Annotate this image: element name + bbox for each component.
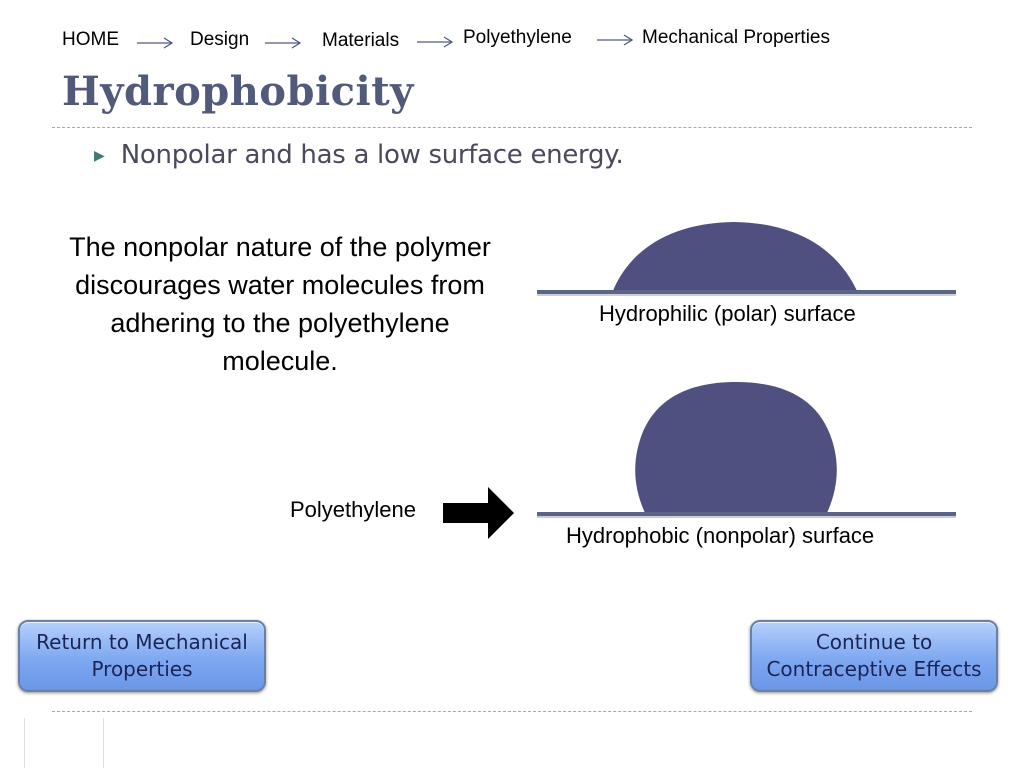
hydrophobic-droplet	[635, 382, 837, 515]
hydrophilic-caption: Hydrophilic (polar) surface	[599, 301, 856, 326]
return-to-mechanical-properties-button[interactable]: Return to Mechanical Properties	[18, 620, 266, 692]
arrow-right-icon	[596, 33, 634, 47]
arrow-right-icon	[440, 485, 516, 541]
triangle-bullet-icon: ▶	[94, 146, 105, 163]
breadcrumb-polyethylene-link[interactable]: Polyethylene	[463, 27, 572, 48]
breadcrumb-design-link[interactable]: Design	[190, 29, 250, 50]
polyethylene-label: Polyethylene	[290, 497, 416, 522]
arrow-right-icon	[264, 36, 302, 50]
hydrophilic-surface-line	[537, 290, 956, 294]
top-divider	[52, 127, 972, 128]
bottom-divider	[52, 711, 972, 712]
arrow-right-icon	[136, 36, 174, 50]
hydrophobic-diagram	[536, 380, 958, 522]
hydrophobic-caption: Hydrophobic (nonpolar) surface	[566, 523, 875, 548]
arrow-right-icon	[416, 35, 454, 49]
bullet-text: Nonpolar and has a low surface energy.	[120, 140, 624, 170]
page-title: Hydrophobicity	[62, 68, 414, 115]
hydrophobic-surface-line	[537, 512, 956, 516]
slide-thumbnail-frame	[24, 718, 104, 768]
breadcrumb-home-link[interactable]: HOME	[62, 29, 119, 50]
continue-to-contraceptive-effects-button[interactable]: Continue to Contraceptive Effects	[750, 620, 998, 692]
breadcrumb-materials-link[interactable]: Materials	[322, 30, 400, 51]
bullet-item	[94, 140, 624, 170]
breadcrumb-mechanical-properties-link[interactable]: Mechanical Properties	[642, 27, 830, 48]
hydrophilic-diagram	[536, 218, 958, 298]
hydrophilic-droplet	[612, 222, 858, 293]
description-text: The nonpolar nature of the polymer discourages water molecules from adhering to the polyethylene molecule.	[69, 232, 491, 376]
